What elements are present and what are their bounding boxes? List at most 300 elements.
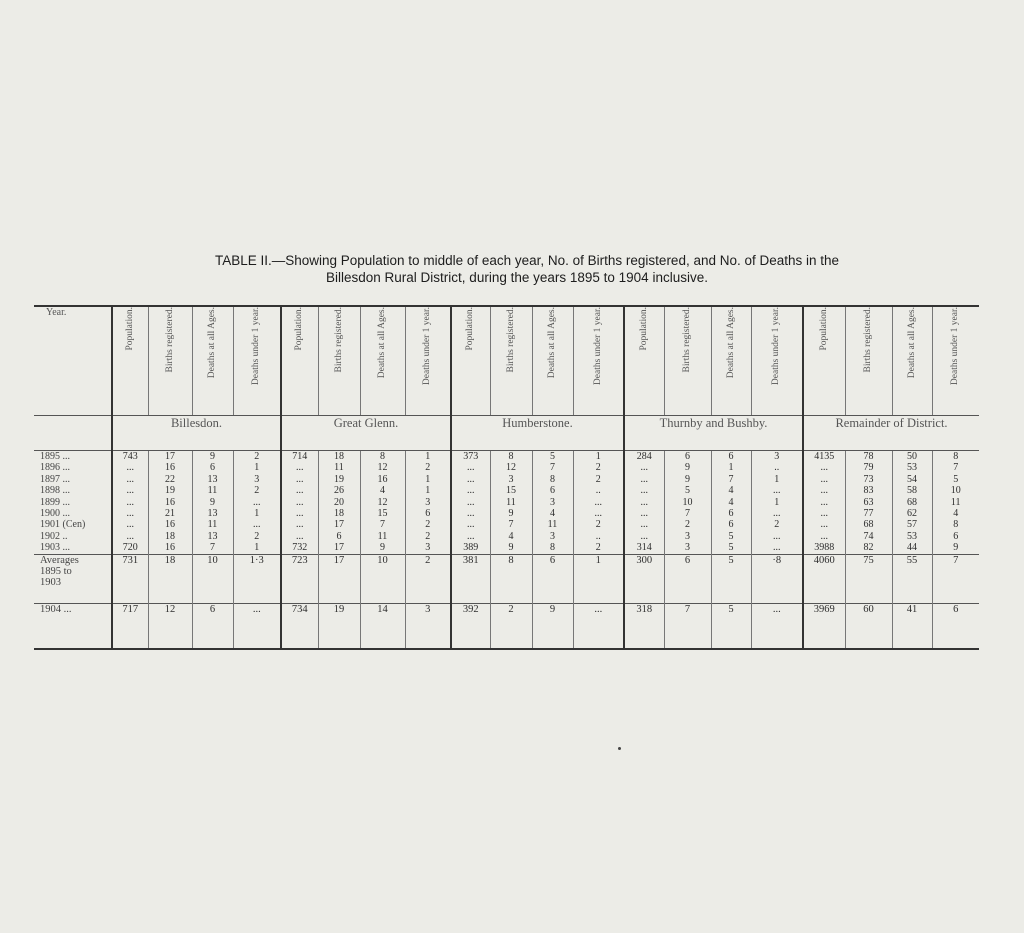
averages-label-line: 1903: [40, 576, 61, 588]
data-cell: 16: [165, 462, 175, 474]
data-cell: ...: [640, 462, 648, 474]
data-cell: 74: [863, 530, 874, 542]
column-header-label: Births registered.: [863, 307, 873, 373]
stray-mark: [618, 747, 621, 750]
data-cell: 16: [165, 519, 175, 531]
data-cell: ..: [595, 530, 601, 542]
data-column: [451, 451, 490, 555]
column-header-label: Deaths under 1 year.: [950, 307, 961, 386]
data-cell: ...: [296, 519, 304, 531]
data-column: [751, 451, 803, 555]
data-cell: 6: [728, 519, 734, 531]
column-header: [803, 306, 845, 416]
data-column: [711, 451, 751, 555]
year-1904-label: 1904 ...: [34, 603, 112, 649]
data-cell: 3: [254, 473, 260, 485]
year-1904-cell: 392: [451, 603, 490, 649]
data-column: [932, 451, 979, 555]
average-cell: 18: [148, 554, 192, 603]
data-cell: 77: [863, 508, 874, 520]
data-cell: 6: [550, 485, 555, 497]
column-header: [281, 306, 318, 416]
data-cell: 1: [425, 451, 431, 462]
data-cell: 78: [863, 451, 874, 462]
region-label: Billesdon.: [112, 416, 281, 451]
data-cell: ...: [126, 496, 134, 508]
data-cell: 58: [907, 485, 917, 497]
data-cell: ...: [640, 519, 648, 531]
data-cell: 4: [728, 485, 734, 497]
year-1904-cell: 6: [192, 603, 233, 649]
average-cell: 75: [845, 554, 892, 603]
data-cell: 62: [907, 508, 917, 520]
column-header-label: Births registered.: [333, 307, 344, 373]
data-column: [532, 451, 573, 555]
column-header-label: Population.: [124, 307, 135, 351]
data-cell: 1: [254, 508, 260, 520]
year-1904-cell: 717: [112, 603, 148, 649]
data-cell: 16: [165, 496, 175, 508]
data-cell: 1: [254, 462, 260, 474]
data-cell: 2: [685, 519, 690, 531]
data-cell: 743: [122, 451, 138, 462]
year-label: 1898 ...: [40, 485, 70, 497]
column-header: [233, 306, 281, 416]
data-cell: 17: [334, 519, 344, 531]
data-cell: ...: [820, 462, 828, 474]
year-label: 1895 ...: [40, 451, 70, 462]
column-header: [624, 306, 664, 416]
data-cell: 3: [774, 451, 780, 462]
data-cell: ...: [820, 496, 828, 508]
year-header: Year.: [34, 306, 112, 416]
data-cell: 15: [506, 485, 516, 497]
average-cell: 731: [112, 554, 148, 603]
column-header-label: Deaths at all Ages.: [377, 307, 387, 379]
data-cell: 2: [254, 530, 260, 542]
data-cell: 1: [425, 473, 431, 485]
data-cell: 15: [377, 508, 388, 520]
column-header-label: Deaths at all Ages.: [906, 307, 917, 379]
data-cell: 314: [636, 542, 652, 554]
data-cell: 19: [165, 485, 175, 497]
data-cell: 44: [907, 542, 917, 554]
data-cell: 720: [122, 542, 138, 554]
data-cell: 2: [774, 519, 780, 531]
year-label: 1897 ...: [40, 473, 70, 485]
data-cell: ...: [296, 473, 304, 485]
data-cell: ...: [773, 508, 781, 520]
data-cell: 11: [506, 496, 516, 508]
data-cell: ...: [296, 485, 304, 497]
data-cell: 5: [728, 542, 734, 554]
data-cell: 11: [377, 530, 388, 542]
average-cell: 10: [192, 554, 233, 603]
data-cell: 6: [728, 451, 734, 462]
data-cell: ...: [467, 519, 475, 531]
data-cell: 9: [685, 462, 690, 474]
data-cell: 9: [953, 542, 959, 554]
average-cell: 2: [405, 554, 451, 603]
data-cell: 7: [508, 519, 514, 531]
data-cell: ..: [595, 485, 601, 497]
column-header-label: Deaths under 1 year.: [422, 307, 433, 386]
data-column: [624, 451, 664, 555]
data-cell: 17: [165, 451, 175, 462]
region-label: Great Glenn.: [281, 416, 451, 451]
data-cell: 21: [165, 508, 175, 520]
column-header: [405, 306, 451, 416]
data-cell: 3: [508, 473, 514, 485]
data-cell: 13: [207, 530, 218, 542]
data-cell: 5: [728, 530, 734, 542]
year-1904-cell: 3969: [803, 603, 845, 649]
data-column: [845, 451, 892, 555]
data-cell: ...: [126, 519, 134, 531]
data-cell: 1: [774, 496, 780, 508]
column-header-label: Deaths at all Ages.: [207, 307, 217, 379]
data-cell: 82: [863, 542, 874, 554]
data-cell: 12: [377, 496, 388, 508]
data-cell: 8: [550, 542, 555, 554]
year-1904-cell: 41: [892, 603, 932, 649]
data-cell: 7: [380, 519, 385, 531]
average-cell: ·8: [751, 554, 803, 603]
data-cell: 2: [595, 473, 601, 485]
year-label: 1902 ..: [40, 530, 68, 542]
data-cell: 2: [595, 542, 601, 554]
averages-row: [34, 554, 979, 603]
data-cell: 9: [508, 542, 514, 554]
data-column: [892, 451, 932, 555]
data-cell: 17: [334, 542, 344, 554]
data-cell: 2: [254, 485, 260, 497]
region-label: Humberstone.: [451, 416, 624, 451]
data-cell: 53: [907, 530, 917, 542]
data-cell: 4: [728, 496, 734, 508]
column-header: [148, 306, 192, 416]
data-cell: 53: [907, 462, 917, 474]
data-cell: 3: [685, 542, 690, 554]
column-header-label: Population.: [818, 307, 829, 351]
data-cell: 4: [550, 508, 555, 520]
year-1904-cell: 6: [932, 603, 979, 649]
data-column: [233, 451, 281, 555]
data-cell: 13: [207, 508, 218, 520]
region-label: Thurnby and Bushby.: [624, 416, 803, 451]
data-cell: ...: [640, 473, 648, 485]
data-cell: ...: [467, 496, 475, 508]
statistics-table: [34, 305, 979, 650]
data-cell: 68: [907, 496, 917, 508]
column-header: [532, 306, 573, 416]
column-header-label: Deaths under 1 year.: [771, 307, 782, 386]
column-header-label: Deaths at all Ages.: [547, 307, 557, 379]
data-cell: 4135: [814, 451, 835, 462]
column-header-label: Population.: [638, 307, 649, 351]
region-label: Remainder of District.: [803, 416, 979, 451]
data-cell: ...: [467, 508, 475, 520]
column-header: [845, 306, 892, 416]
data-cell: 8: [508, 451, 514, 462]
average-cell: 6: [532, 554, 573, 603]
data-cell: 83: [863, 485, 874, 497]
column-header: [573, 306, 624, 416]
data-cell: 5: [685, 485, 690, 497]
year-1904-cell: 19: [318, 603, 360, 649]
data-cell: 1: [254, 542, 260, 554]
year-1904-cell: ...: [233, 603, 281, 649]
data-cell: 3988: [814, 542, 835, 554]
data-cell: 6: [685, 451, 690, 462]
data-cell: 11: [950, 496, 961, 508]
data-cell: 6: [210, 462, 215, 474]
data-cell: 63: [863, 496, 874, 508]
data-cell: ...: [820, 508, 828, 520]
column-header: [490, 306, 532, 416]
data-column: [803, 451, 845, 555]
year-1904-cell: 60: [845, 603, 892, 649]
data-cell: 13: [207, 473, 218, 485]
data-cell: 6: [425, 508, 431, 520]
data-cell: 8: [953, 519, 959, 531]
column-header: [664, 306, 711, 416]
year-1904-cell: 2: [490, 603, 532, 649]
data-cell: 1: [425, 485, 431, 497]
data-cell: ...: [820, 473, 828, 485]
data-cell: 12: [377, 462, 388, 474]
data-cell: ..: [774, 462, 780, 474]
data-cell: 10: [950, 485, 961, 497]
data-cell: 2: [425, 530, 431, 542]
data-cell: ...: [467, 530, 475, 542]
data-cell: ...: [467, 473, 475, 485]
column-header: [192, 306, 233, 416]
data-column: [148, 451, 192, 555]
data-cell: 6: [953, 530, 959, 542]
year-1904-cell: 12: [148, 603, 192, 649]
data-cell: 2: [595, 519, 601, 531]
average-cell: 723: [281, 554, 318, 603]
average-cell: 8: [490, 554, 532, 603]
year-1904-cell: 14: [360, 603, 405, 649]
data-cell: 19: [334, 473, 344, 485]
table-caption: [0, 252, 1024, 286]
caption-line-1: TABLE II.—Showing Population to middle of each year, No. of Births registered, and No. of Deaths in the: [214, 253, 840, 268]
data-cell: ...: [594, 508, 602, 520]
caption-line-2: Billesdon Rural District, during the years 1895 to 1904 inclusive.: [326, 270, 708, 285]
average-cell: 17: [318, 554, 360, 603]
region-year-blank: [34, 416, 112, 451]
data-column: [318, 451, 360, 555]
data-column: [573, 451, 624, 555]
data-column: [664, 451, 711, 555]
average-cell: 300: [624, 554, 664, 603]
data-cell: 11: [207, 485, 218, 497]
data-cell: ...: [773, 542, 781, 554]
year-labels: [34, 451, 112, 555]
average-cell: 55: [892, 554, 932, 603]
data-cell: ...: [467, 462, 475, 474]
data-column: [490, 451, 532, 555]
data-cell: 11: [207, 519, 218, 531]
column-header-label: Deaths under 1 year.: [251, 307, 262, 386]
data-cell: 3: [425, 542, 431, 554]
average-cell: 1·3: [233, 554, 281, 603]
data-cell: 7: [685, 508, 690, 520]
data-cell: ...: [594, 496, 602, 508]
data-cell: 9: [210, 451, 215, 462]
average-cell: 10: [360, 554, 405, 603]
data-cell: ...: [296, 530, 304, 542]
data-cell: 2: [254, 451, 260, 462]
header-row: [34, 306, 979, 416]
data-cell: 284: [636, 451, 652, 462]
data-cell: 1: [595, 451, 601, 462]
data-cell: 2: [425, 519, 431, 531]
data-column: [112, 451, 148, 555]
data-cell: 8: [953, 451, 959, 462]
data-cell: 714: [292, 451, 308, 462]
data-cell: 26: [334, 485, 344, 497]
data-cell: 1: [774, 473, 780, 485]
data-cell: ...: [773, 530, 781, 542]
data-cell: 16: [165, 542, 175, 554]
data-cell: 11: [547, 519, 558, 531]
data-cell: 68: [863, 519, 874, 531]
average-cell: 7: [932, 554, 979, 603]
data-cell: 3: [550, 530, 555, 542]
data-cell: ...: [253, 519, 261, 531]
data-cell: 7: [953, 462, 959, 474]
column-header-label: Population.: [465, 307, 476, 351]
data-cell: ...: [820, 519, 828, 531]
year-label: 1896 ...: [40, 462, 70, 474]
data-cell: ...: [126, 473, 134, 485]
year-1904-cell: 5: [711, 603, 751, 649]
data-cell: ...: [296, 508, 304, 520]
year-1904-cell: 734: [281, 603, 318, 649]
data-cell: ...: [640, 530, 648, 542]
data-cell: ...: [640, 508, 648, 520]
data-cell: 79: [863, 462, 874, 474]
column-header-label: Births registered.: [164, 307, 175, 373]
column-header: [360, 306, 405, 416]
column-header: [318, 306, 360, 416]
data-cell: 10: [682, 496, 693, 508]
data-cell: 7: [728, 473, 734, 485]
data-cell: 4: [953, 508, 959, 520]
data-cell: 9: [210, 496, 215, 508]
year-1904-cell: 3: [405, 603, 451, 649]
data-cell: 3: [685, 530, 690, 542]
data-cell: 4: [508, 530, 514, 542]
year-1904-cell: 9: [532, 603, 573, 649]
year-1904-cell: ...: [573, 603, 624, 649]
averages-label: [34, 554, 112, 603]
averages-label-line: 1895 to: [40, 565, 72, 577]
year-label: 1899 ...: [40, 496, 70, 508]
data-cell: 3: [550, 496, 555, 508]
data-cell: 20: [334, 496, 344, 508]
column-header-label: Births registered.: [505, 307, 516, 373]
region-row: [34, 416, 979, 451]
column-header: [112, 306, 148, 416]
data-cell: ...: [467, 485, 475, 497]
column-header: [451, 306, 490, 416]
data-cell: 2: [425, 462, 431, 474]
data-cell: 5: [953, 473, 959, 485]
data-cell: ...: [126, 485, 134, 497]
data-cell: 18: [334, 508, 344, 520]
data-cell: 73: [863, 473, 874, 485]
data-cell: 57: [907, 519, 917, 531]
data-cell: 7: [210, 542, 215, 554]
year-label: 1901 (Cen): [40, 519, 86, 531]
data-column: [360, 451, 405, 555]
data-cell: ...: [253, 496, 261, 508]
data-cell: ...: [640, 485, 648, 497]
data-cell: 9: [380, 542, 385, 554]
yearly-data-row: [34, 451, 979, 555]
data-cell: 12: [506, 462, 516, 474]
year-label: 1903 ...: [40, 542, 70, 554]
average-cell: 4060: [803, 554, 845, 603]
data-cell: ...: [773, 485, 781, 497]
data-cell: 389: [463, 542, 479, 554]
year-1904-cell: 318: [624, 603, 664, 649]
column-header: [751, 306, 803, 416]
data-cell: ...: [820, 485, 828, 497]
data-cell: ...: [126, 508, 134, 520]
data-cell: ...: [820, 530, 828, 542]
column-header-label: Deaths under 1 year.: [592, 307, 603, 386]
data-column: [281, 451, 318, 555]
column-header-label: Population.: [294, 307, 305, 351]
data-cell: 22: [165, 473, 175, 485]
data-cell: 8: [380, 451, 385, 462]
data-cell: 16: [377, 473, 388, 485]
data-cell: 1: [728, 462, 734, 474]
year-1904-row: [34, 603, 979, 649]
year-1904-cell: ...: [751, 603, 803, 649]
column-header: [892, 306, 932, 416]
data-cell: 50: [907, 451, 917, 462]
data-cell: ...: [640, 496, 648, 508]
data-cell: 8: [550, 473, 555, 485]
data-cell: ...: [126, 530, 134, 542]
average-cell: 1: [573, 554, 624, 603]
column-header: [932, 306, 979, 416]
data-column: [405, 451, 451, 555]
year-1904-cell: 7: [664, 603, 711, 649]
data-cell: 6: [336, 530, 342, 542]
averages-label-line: Averages: [40, 554, 79, 566]
column-header: [711, 306, 751, 416]
data-cell: 4: [380, 485, 385, 497]
column-header-label: Births registered.: [682, 307, 692, 373]
data-cell: ...: [126, 462, 134, 474]
data-cell: 732: [292, 542, 308, 554]
data-cell: 18: [334, 451, 344, 462]
data-cell: 54: [907, 473, 917, 485]
data-cell: ...: [296, 462, 304, 474]
data-cell: ...: [296, 496, 304, 508]
data-cell: 6: [728, 508, 734, 520]
data-cell: 9: [508, 508, 514, 520]
data-cell: 2: [595, 462, 601, 474]
average-cell: 6: [664, 554, 711, 603]
